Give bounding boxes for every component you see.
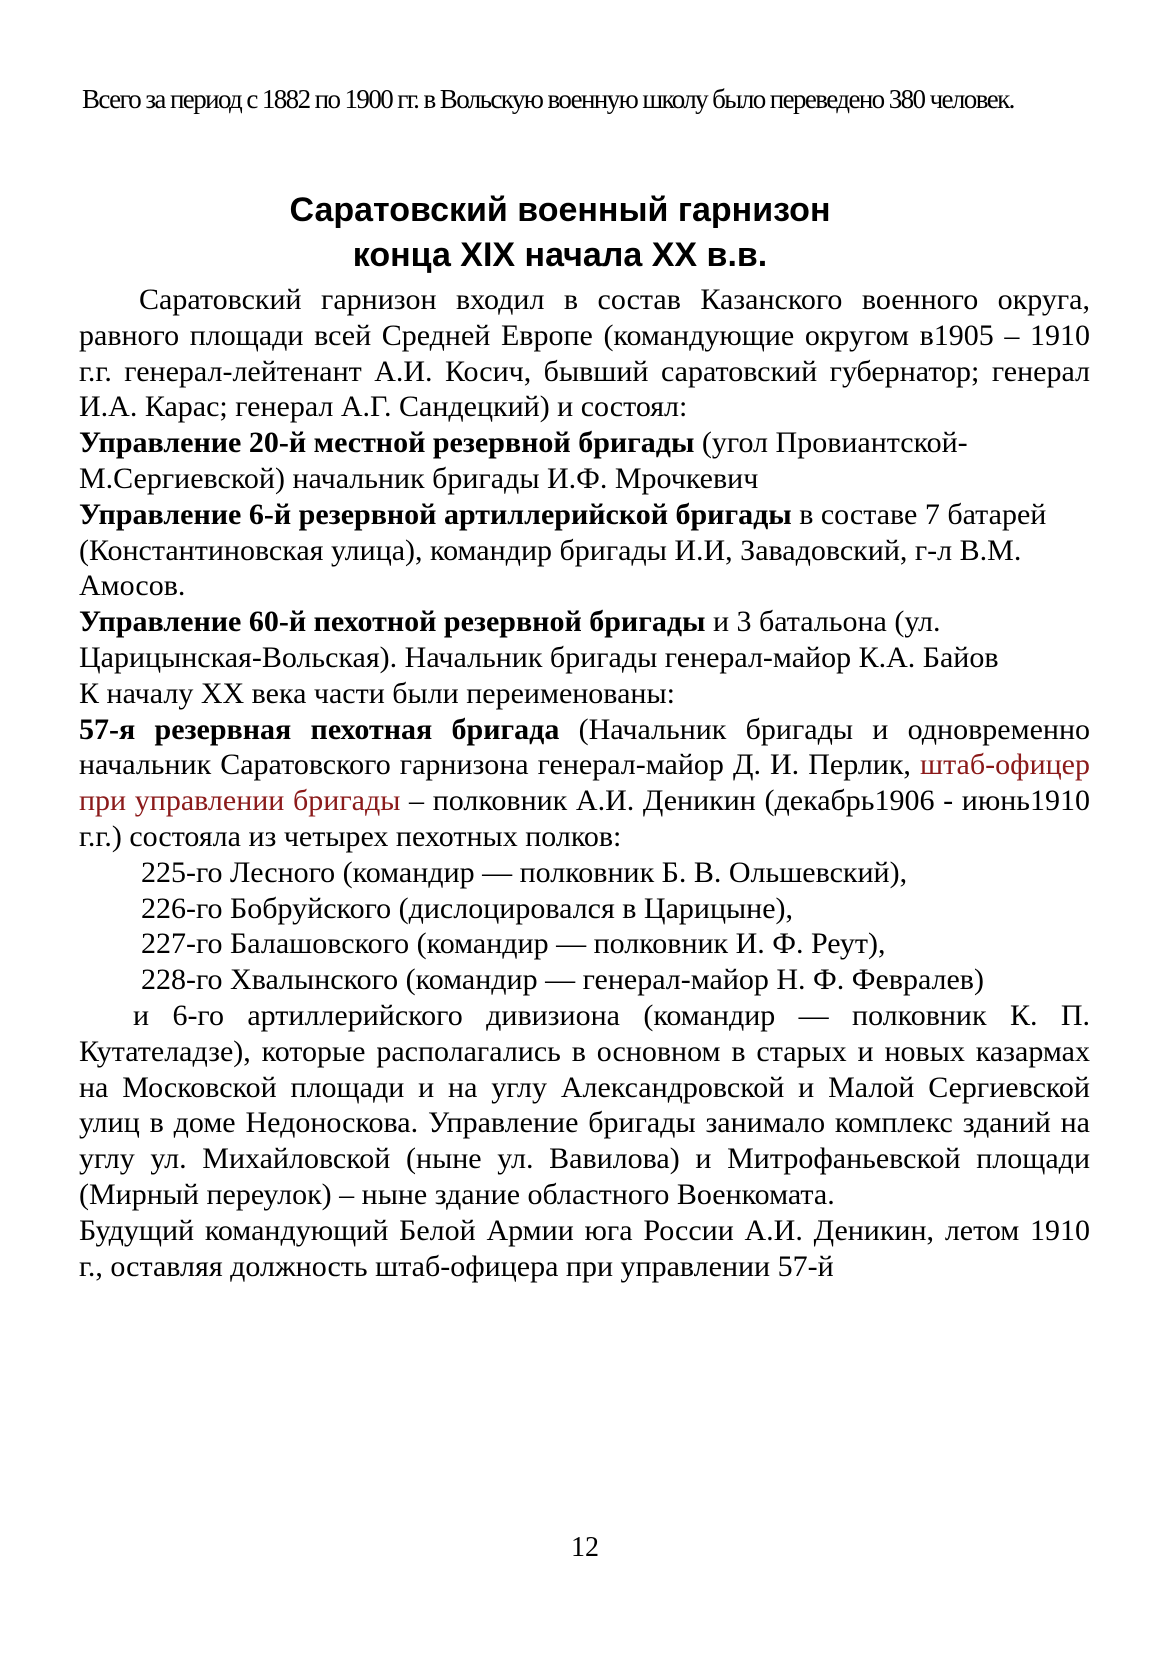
paragraph-text: (угол Провиантской-М.Сергиевской) начальник бригады И.Ф. Мрочкевич [79, 426, 968, 495]
paragraph-text: (Начальник бригады и одновременно начальник Саратовского гарнизона генерал-майор Д. И. Перлик, [79, 712, 1090, 782]
paragraph-renamed: К началу XX века части были переименованы: [79, 676, 675, 710]
intro-text: Всего за период с 1882 по 1900 гг. в Вольскую военную школу было переведено 380 человек. [82, 84, 1014, 114]
paragraph-57th-brigade [79, 712, 1090, 855]
bold-heading: 57-я резервная пехотная бригада [79, 712, 560, 746]
regiment-227: 227-го Балашовского (командир — полковник И. Ф. Реут), [141, 927, 886, 961]
section-title [0, 188, 1120, 278]
paragraph-20th-brigade [79, 425, 1090, 497]
paragraph-text: и 3 батальона (ул. Царицынская-Вольская). Начальник бригады генерал-майор К.А. Байов [79, 605, 999, 674]
title-line-1: Саратовский военный гарнизон [289, 191, 831, 229]
regiment-228: 228-го Хвалынского (командир — генерал-майор Н. Ф. Февралев) [141, 963, 984, 997]
paragraph-6th-artillery [79, 497, 1090, 604]
regiment-225: 225-го Лесного (командир — полковник Б. В. Ольшевский), [141, 855, 908, 889]
body-text [79, 282, 1090, 1284]
bold-heading: Управление 60-й пехотной резервной бригады [79, 605, 706, 639]
highlighted-text: штаб-офицер при управлении бригады [79, 748, 1090, 818]
page-number: 12 [571, 1532, 599, 1563]
regiment-226: 226-го Бобруйского (дислоцировался в Царицыне), [141, 891, 794, 925]
bold-heading: Управление 6-й резервной артиллерийской бригады [79, 497, 792, 531]
bold-heading: Управление 20-й местной резервной бригады [79, 426, 695, 460]
paragraph-artillery-division: и 6-го артиллерийского дивизиона (командир — полковник К. П. Кутателадзе), которые располагались в основном в старых и новых казармах на Московской площади и на углу Александровской и Малой Сергиевской улиц в доме Недоноскова. Управление бригады занимало комплекс зданий на углу ул. Михайловской (ныне ул. Вавилова) и Митрофаньевской площади (Мирный переулок) – ныне здание областного Военкомата. [79, 998, 1090, 1211]
title-line-2: конца XIX начала XX в.в. [352, 236, 768, 274]
paragraph-60th-brigade [79, 604, 1090, 676]
paragraph-text: в составе 7 батарей (Константиновская улица), командир бригады И.И, Завадовский, г-л В.М. Амосов. [79, 497, 1047, 603]
paragraph-text: – полковник А.И. Деникин (декабрь1906 - июнь1910 г.г.) состояла из четырех пехотных полков: [79, 784, 1090, 853]
paragraph-denikin: Будущий командующий Белой Армии юга России А.И. Деникин, летом 1910 г., оставляя должность штаб-офицера при управлении 57-й [79, 1213, 1090, 1283]
paragraph-garrison: Саратовский гарнизон входил в состав Казанского военного округа, равного площади всей Средней Европе (командующие округом в1905 – 1910 г.г. генерал-лейтенант А.И. Косич, бывший саратовский губернатор; генерал И.А. Карас; генерал А.Г. Сандецкий) и состоял: [79, 283, 1090, 424]
